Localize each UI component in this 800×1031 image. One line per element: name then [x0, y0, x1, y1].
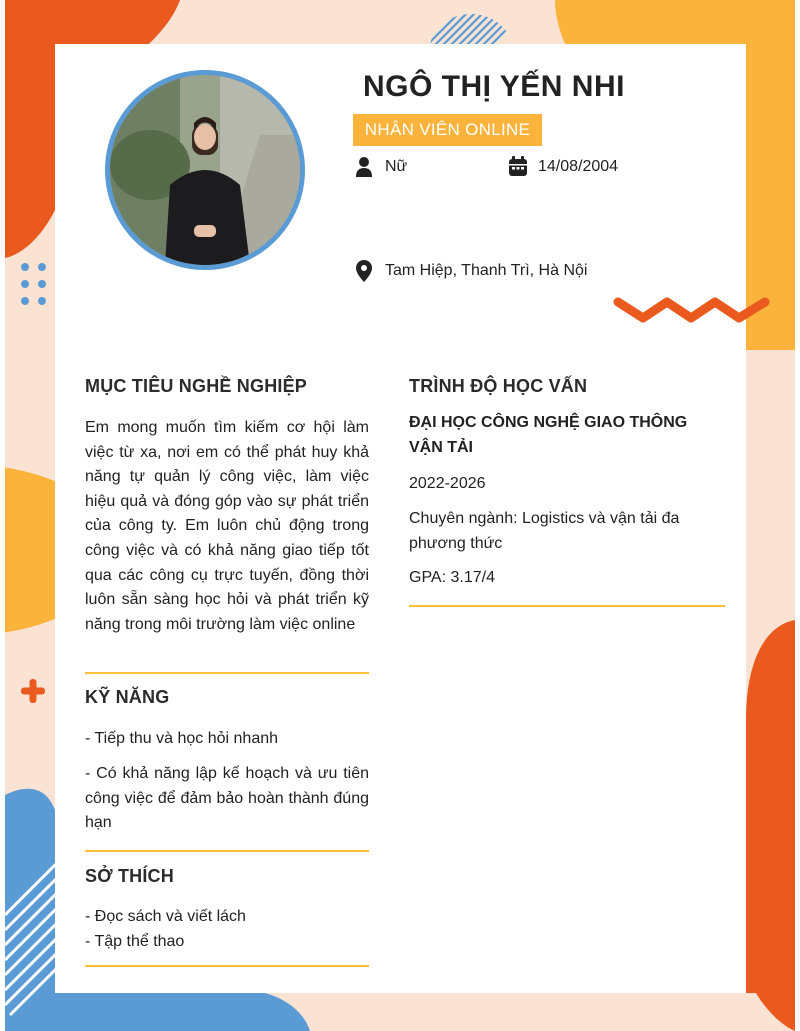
location-pin-icon	[355, 260, 375, 282]
orange-blob-bottom-right	[746, 620, 795, 1031]
calendar-icon	[508, 156, 528, 178]
profile-photo-frame	[105, 70, 305, 270]
dob-info	[508, 156, 618, 178]
hobby-item: - Tập thể thao	[85, 933, 185, 950]
skill-item: - Có khả năng lập kế hoạch và ưu tiên công việc để đảm bảo hoàn thành đúng hạn	[85, 765, 369, 832]
education-title: TRÌNH ĐỘ HỌC VẤN	[409, 376, 588, 396]
hobbies-title: SỞ THÍCH	[85, 866, 174, 886]
objective-title: MỤC TIÊU NGHỀ NGHIỆP	[85, 376, 308, 396]
section-divider	[85, 965, 369, 967]
skills-title: KỸ NĂNG	[85, 687, 170, 707]
role-badge: NHÂN VIÊN ONLINE	[353, 114, 542, 146]
gender-value: Nữ	[385, 158, 408, 175]
person-icon	[355, 156, 375, 178]
dob-value: 14/08/2004	[538, 158, 619, 175]
hatched-circle-top	[428, 12, 514, 46]
zigzag-decoration	[612, 294, 772, 326]
profile-photo	[110, 75, 300, 265]
gender-info	[355, 156, 407, 178]
objective-text: Em mong muốn tìm kiếm cơ hội làm việc từ xa, nơi em có thể phát huy khả năng tự quản lý công việc, làm việc hiệu quả và đóng góp vào sự phát triển của công ty. Em luôn chủ động trong công việc và có khả năng giao tiếp tốt qua các công cụ trực tuyến, đồng thời luôn sẵn sàng học hỏi và phát triển kỹ năng trong môi trường làm việc online	[85, 419, 369, 633]
address-info	[355, 260, 587, 282]
gpa: GPA: 3.17/4	[409, 569, 495, 586]
section-divider	[85, 850, 369, 852]
section-divider	[85, 672, 369, 674]
yellow-half-circle-left	[5, 465, 55, 635]
skill-item: - Tiếp thu và học hỏi nhanh	[85, 730, 279, 747]
school-name: ĐẠI HỌC CÔNG NGHỆ GIAO THÔNG VẬN TẢI	[409, 414, 688, 456]
major: Chuyên ngành: Logistics và vận tải đa phương thức	[409, 510, 680, 552]
hobby-item: - Đọc sách và viết lách	[85, 908, 246, 925]
section-divider	[409, 605, 725, 607]
address-value: Tam Hiệp, Thanh Trì, Hà Nội	[385, 262, 588, 279]
plus-decoration	[20, 678, 46, 704]
study-years: 2022-2026	[409, 475, 486, 492]
candidate-name: NGÔ THỊ YẾN NHI	[363, 70, 625, 103]
